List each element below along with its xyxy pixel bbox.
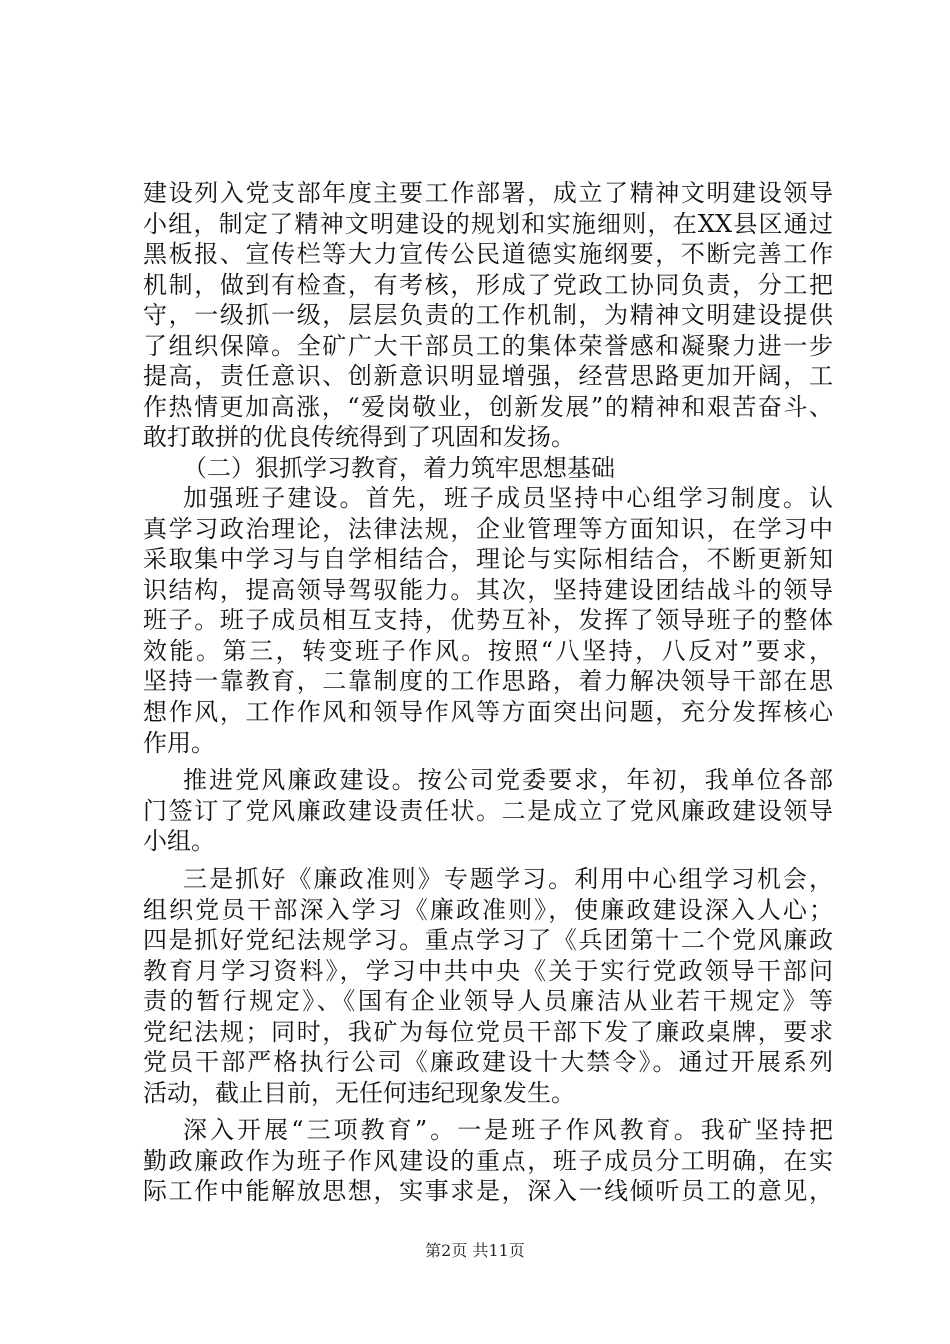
- paragraph-line: 班子。班子成员相互支持，优势互补，发挥了领导班子的整体: [143, 606, 833, 635]
- paragraph-line: 坚持一靠教育，二靠制度的工作思路，着力解决领导干部在思: [143, 667, 833, 696]
- paragraph-line: 采取集中学习与自学相结合，理论与实际相结合，不断更新知: [143, 545, 833, 574]
- paragraph-line: 教育月学习资料》，学习中共中央《关于实行党政领导干部问: [143, 956, 833, 985]
- paragraph-line: 提高，责任意识、创新意识明显增强，经营思路更加开阔，工: [143, 362, 833, 391]
- paragraph-line: 党员干部严格执行公司《廉政建设十大禁令》。通过开展系列: [143, 1048, 833, 1077]
- section-heading: （二）狠抓学习教育，着力筑牢思想基础: [183, 453, 615, 482]
- paragraph-line: 效能。第三，转变班子作风。按照“八坚持，八反对”要求，: [143, 636, 833, 665]
- paragraph-line: 党纪法规；同时，我矿为每位党员干部下发了廉政桌牌，要求: [143, 1017, 833, 1046]
- paragraph-line: 活动，截止目前，无任何违纪现象发生。: [143, 1078, 575, 1107]
- paragraph-line: 敢打敢拼的优良传统得到了巩固和发扬。: [143, 423, 575, 452]
- paragraph-line: 勤政廉政作为班子作风建设的重点，班子成员分工明确，在实: [143, 1146, 833, 1175]
- paragraph-line: 识结构，提高领导驾驭能力。其次，坚持建设团结战斗的领导: [143, 575, 833, 604]
- paragraph-line: 作热情更加高涨，“爱岗敬业，创新发展”的精神和艰苦奋斗、: [143, 392, 833, 421]
- paragraph-line: 责的暂行规定》、《国有企业领导人员廉洁从业若干规定》等: [143, 987, 833, 1016]
- paragraph-line: 门签订了党风廉政建设责任状。二是成立了党风廉政建设领导: [143, 796, 833, 825]
- paragraph-line: 真学习政治理论，法律法规，企业管理等方面知识，在学习中: [143, 514, 833, 543]
- paragraph-line: 际工作中能解放思想，实事求是，深入一线倾听员工的意见，: [143, 1177, 833, 1206]
- paragraph-line: 守，一级抓一级，层层负责的工作机制，为精神文明建设提供: [143, 301, 833, 330]
- paragraph-line: 组织党员干部深入学习《廉政准则》，使廉政建设深入人心；: [143, 895, 833, 924]
- paragraph-line: 作用。: [143, 728, 215, 757]
- page-number-footer: 第2页 共11页: [425, 1241, 525, 1260]
- paragraph-line: 了组织保障。全矿广大干部员工的集体荣誉感和凝聚力进一步: [143, 331, 833, 360]
- paragraph-line: 加强班子建设。首先，班子成员坚持中心组学习制度。认: [183, 484, 833, 513]
- paragraph-line: 小组。: [143, 827, 215, 856]
- paragraph-line: 深入开展“三项教育”。一是班子作风教育。我矿坚持把: [183, 1116, 833, 1145]
- paragraph-line: 想作风，工作作风和领导作风等方面突出问题，充分发挥核心: [143, 697, 833, 726]
- paragraph-line: 四是抓好党纪法规学习。重点学习了《兵团第十二个党风廉政: [143, 926, 833, 955]
- paragraph-line: 推进党风廉政建设。按公司党委要求，年初，我单位各部: [183, 766, 833, 795]
- paragraph-line: 建设列入党支部年度主要工作部署，成立了精神文明建设领导: [143, 179, 833, 207]
- paragraph-line: 小组，制定了精神文明建设的规划和实施细则，在XX县区通过: [143, 209, 833, 238]
- paragraph-line: 三是抓好《廉政准则》专题学习。利用中心组学习机会，: [183, 865, 833, 893]
- paragraph-line: 黑板报、宣传栏等大力宣传公民道德实施纲要，不断完善工作: [143, 240, 833, 269]
- paragraph-line: 机制，做到有检查，有考核，形成了党政工协同负责，分工把: [143, 270, 833, 299]
